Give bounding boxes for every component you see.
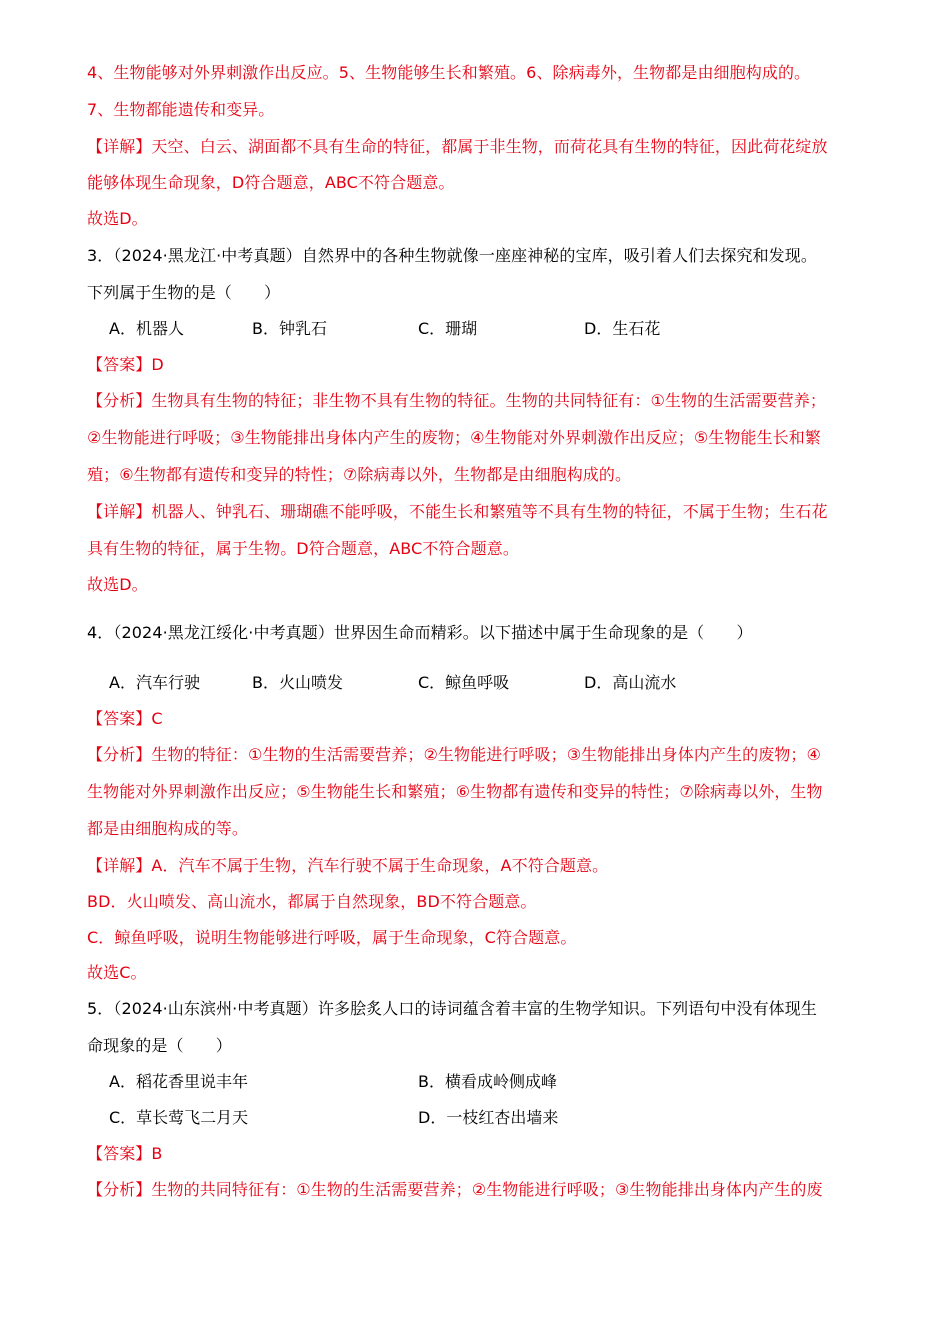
q4-answer: 【答案】C — [87, 709, 163, 728]
prev-analysis-line: 4、生物能够对外界刺激作出反应。5、生物能够生长和繁殖。6、除病毒外，生物都是由细胞构成的。 — [87, 63, 811, 82]
q3-option-d: D．生石花 — [584, 319, 661, 338]
q3-analysis-line: ②生物能进行呼吸；③生物能排出身体内产生的废物；④生物能对外界刺激作出反应；⑤生物能生长和繁 — [87, 428, 821, 447]
q4-conclusion: 故选C。 — [87, 963, 147, 982]
q3-stem: 3．（2024·黑龙江·中考真题）自然界中的各种生物就像一座座神秘的宝库，吸引着人们去探究和发现。 — [87, 246, 817, 265]
q3-detail-line: 【详解】机器人、钟乳石、珊瑚礁不能呼吸，不能生长和繁殖等不具有生物的特征，不属于生物；生石花 — [87, 502, 828, 521]
q3-option-b: B．钟乳石 — [252, 319, 327, 338]
q4-analysis-line: 生物能对外界刺激作出反应；⑤生物能生长和繁殖；⑥生物都有遗传和变异的特性；⑦除病毒以外，生物 — [87, 782, 823, 801]
q5-analysis-line: 【分析】生物的共同特征有：①生物的生活需要营养；②生物能进行呼吸；③生物能排出身体内产生的废 — [87, 1180, 823, 1199]
prev-analysis-line: 7、生物都能遗传和变异。 — [87, 100, 275, 119]
q4-detail-line: C．鲸鱼呼吸，说明生物能够进行呼吸，属于生命现象，C符合题意。 — [87, 928, 577, 947]
q5-option-a: A．稻花香里说丰年 — [109, 1072, 248, 1091]
q4-option-d: D．高山流水 — [584, 673, 677, 692]
q5-stem: 5．（2024·山东滨州·中考真题）许多脍炙人口的诗词蕴含着丰富的生物学知识。下列语句中没有体现生 — [87, 999, 817, 1018]
prev-detail-line: 【详解】天空、白云、湖面都不具有生命的特征，都属于非生物，而荷花具有生物的特征，因此荷花绽放 — [87, 137, 828, 156]
q4-analysis-line: 都是由细胞构成的等。 — [87, 819, 249, 838]
prev-detail-line: 能够体现生命现象，D符合题意，ABC不符合题意。 — [87, 173, 455, 192]
q4-detail-line: BD．火山喷发、高山流水，都属于自然现象，BD不符合题意。 — [87, 892, 537, 911]
q4-option-b: B．火山喷发 — [252, 673, 343, 692]
q5-answer: 【答案】B — [87, 1144, 163, 1163]
q4-option-a: A．汽车行驶 — [109, 673, 200, 692]
q3-detail-line: 具有生物的特征，属于生物。D符合题意，ABC不符合题意。 — [87, 539, 519, 558]
q4-stem: 4．（2024·黑龙江绥化·中考真题）世界因生命而精彩。以下描述中属于生命现象的是（ ） — [87, 623, 753, 642]
q4-option-c: C．鲸鱼呼吸 — [418, 673, 510, 692]
q4-detail-line: 【详解】A．汽车不属于生物，汽车行驶不属于生命现象，A不符合题意。 — [87, 856, 609, 875]
q3-analysis-line: 【分析】生物具有生物的特征；非生物不具有生物的特征。生物的共同特征有：①生物的生活需要营养； — [87, 391, 826, 410]
q3-conclusion: 故选D。 — [87, 575, 148, 594]
q3-option-c: C．珊瑚 — [418, 319, 478, 338]
q5-stem: 命现象的是（ ） — [87, 1036, 232, 1055]
q3-stem: 下列属于生物的是（ ） — [87, 283, 281, 302]
q3-analysis-line: 殖；⑥生物都有遗传和变异的特性；⑦除病毒以外，生物都是由细胞构成的。 — [87, 465, 632, 484]
q5-option-c: C．草长莺飞二月天 — [109, 1108, 249, 1127]
prev-conclusion: 故选D。 — [87, 209, 148, 228]
q5-option-b: B．横看成岭侧成峰 — [418, 1072, 557, 1091]
q3-option-a: A．机器人 — [109, 319, 184, 338]
q5-option-d: D．一枝红杏出墙来 — [418, 1108, 559, 1127]
q3-answer: 【答案】D — [87, 355, 164, 374]
q4-analysis-line: 【分析】生物的特征：①生物的生活需要营养；②生物能进行呼吸；③生物能排出身体内产生的废物；④ — [87, 745, 821, 764]
